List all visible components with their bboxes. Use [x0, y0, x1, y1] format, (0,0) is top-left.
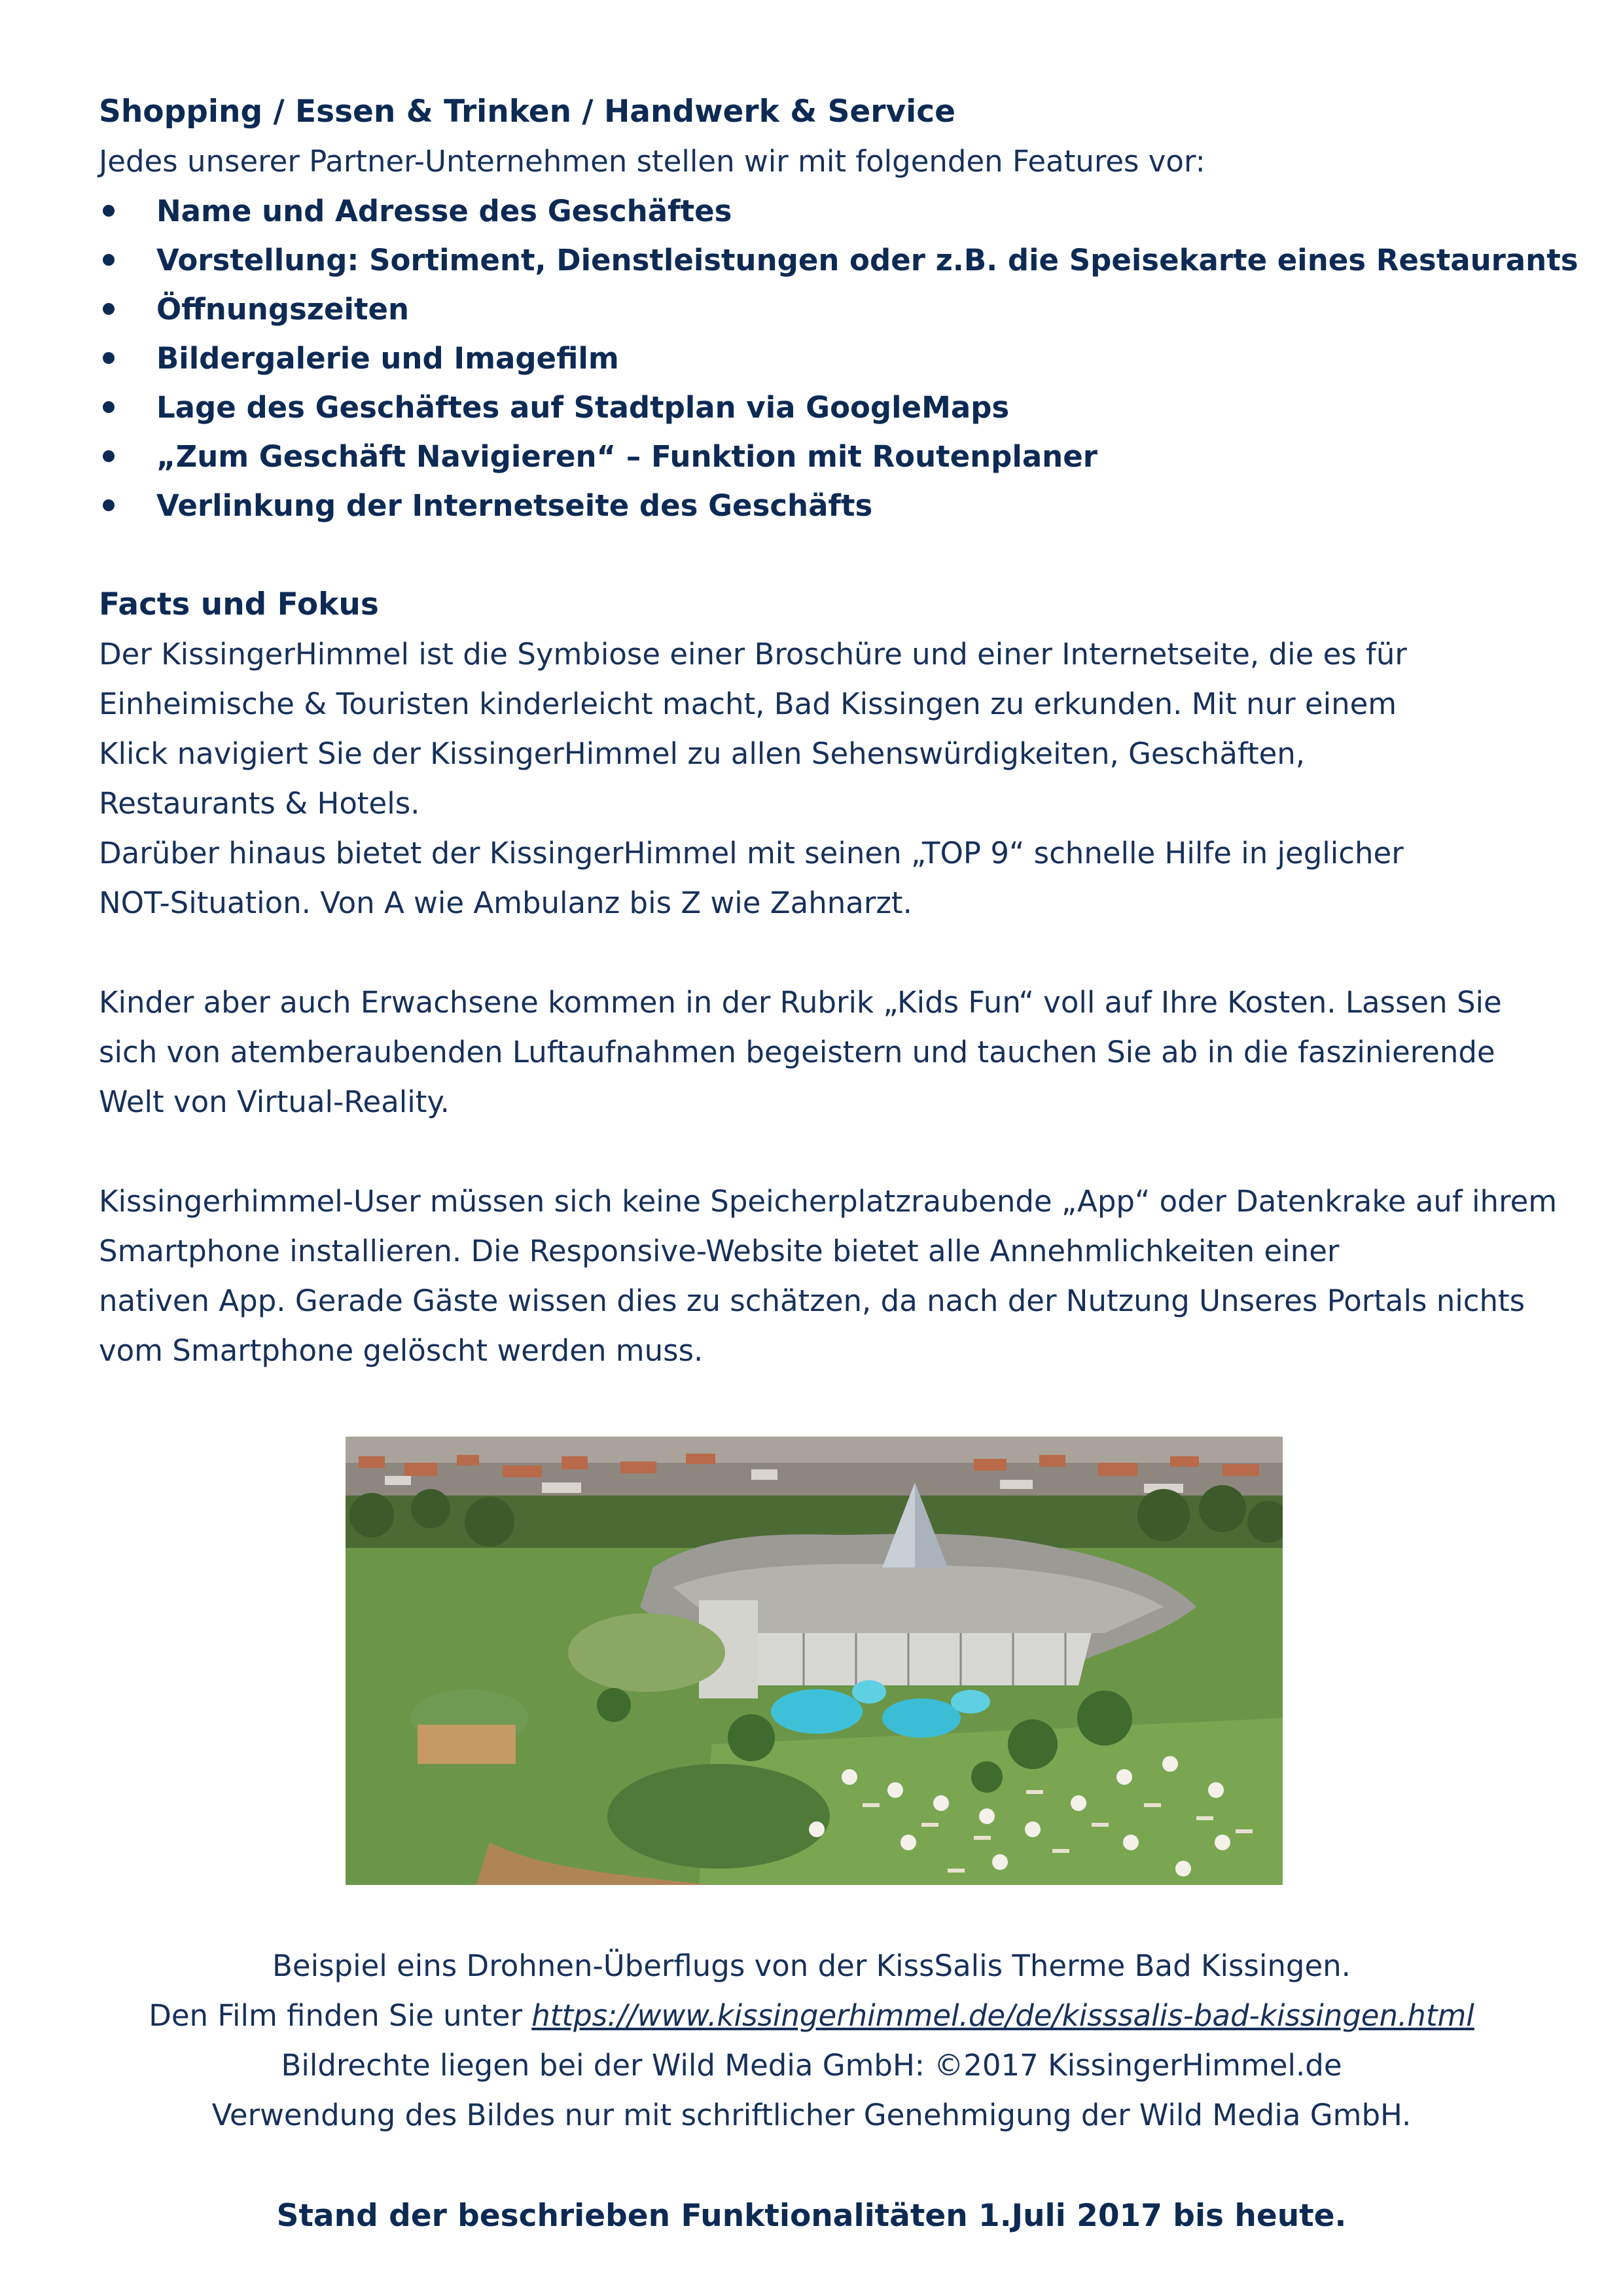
caption-line: Beispiel eins Drohnen-Überflugs von der KissSalis Therme Bad Kissingen.: [272, 1948, 1351, 1983]
paragraph-line: nativen App. Gerade Gäste wissen dies zu schätzen, da nach der Nutzung Unseres Portals nichts: [99, 1283, 1525, 1318]
bullet-icon: [103, 205, 115, 217]
paragraph-line: Kissingerhimmel-User müssen sich keine Speicherplatzraubende „App“ oder Datenkrake auf ihrem: [99, 1184, 1558, 1219]
facts-heading: Facts und Fokus: [99, 586, 379, 622]
list-item: Öffnungszeiten: [99, 285, 1539, 334]
features-heading: Shopping / Essen & Trinken / Handwerk & Service: [99, 94, 955, 130]
paragraph-line: vom Smartphone gelöscht werden muss.: [99, 1333, 704, 1368]
aerial-photo-image: [346, 1437, 1283, 1885]
paragraph-line: Restaurants & Hotels.: [99, 786, 420, 821]
bullet-icon: [103, 499, 115, 511]
bullet-icon: [103, 450, 115, 462]
caption-line: Den Film finden Sie unter https://www.kissingerhimmel.de/de/kisssalis-bad-kissingen.html: [149, 1998, 1474, 2033]
bullet-icon: [103, 401, 115, 413]
paragraph-line: sich von atemberaubenden Luftaufnahmen begeistern und tauchen Sie ab in die faszinierende: [99, 1035, 1495, 1069]
list-item: Verlinkung der Internetseite des Geschäfts: [99, 481, 1539, 530]
film-link[interactable]: https://www.kissingerhimmel.de/de/kisssalis-bad-kissingen.html: [531, 1998, 1474, 2033]
list-item: Lage des Geschäftes auf Stadtplan via GoogleMaps: [99, 383, 1539, 432]
paragraph-line: Der KissingerHimmel ist die Symbiose einer Broschüre und einer Internetseite, die es für: [99, 637, 1407, 672]
paragraph-line: NOT-Situation. Von A wie Ambulanz bis Z wie Zahnarzt.: [99, 886, 912, 920]
features-list: [99, 187, 1578, 530]
paragraph-line: Klick navigiert Sie der KissingerHimmel zu allen Sehenswürdigkeiten, Geschäften,: [99, 736, 1306, 771]
paragraph-line: Darüber hinaus bietet der KissingerHimmel mit seinen „TOP 9“ schnelle Hilfe in jeglicher: [99, 836, 1404, 870]
list-item: Name und Adresse des Geschäftes: [99, 187, 1539, 236]
bullet-icon: [103, 254, 115, 266]
list-item: „Zum Geschäft Navigieren“ – Funktion mit Routenplaner: [99, 432, 1539, 481]
bullet-icon: [103, 352, 115, 364]
aerial-photo: [346, 1437, 1283, 1885]
status-footer: Stand der beschrieben Funktionalitäten 1.Juli 2017 bis heute.: [276, 2198, 1347, 2234]
facts-section: [99, 580, 1558, 1376]
list-item: Vorstellung: Sortiment, Dienstleistungen oder z.B. die Speisekarte eines Restaurants: [99, 236, 1539, 285]
paragraph-line: Welt von Virtual-Reality.: [99, 1085, 450, 1119]
bullet-icon: [103, 303, 115, 315]
photo-caption: [0, 1941, 1623, 2140]
paragraph-line: Einheimische & Touristen kinderleicht macht, Bad Kissingen zu erkunden. Mit nur einem: [99, 687, 1397, 721]
paragraph-line: Smartphone installieren. Die Responsive-Website bietet alle Annehmlichkeiten einer: [99, 1234, 1340, 1268]
list-item: Bildergalerie und Imagefilm: [99, 334, 1539, 383]
caption-line: Bildrechte liegen bei der Wild Media GmbH: ©2017 KissingerHimmel.de: [281, 2048, 1342, 2083]
paragraph-line: Kinder aber auch Erwachsene kommen in der Rubrik „Kids Fun“ voll auf Ihre Kosten. Lassen Sie: [99, 985, 1502, 1020]
features-section: [99, 87, 1578, 530]
features-intro: Jedes unserer Partner-Unternehmen stellen wir mit folgenden Features vor:: [99, 144, 1205, 179]
caption-line: Verwendung des Bildes nur mit schriftlicher Genehmigung der Wild Media GmbH.: [211, 2098, 1412, 2132]
